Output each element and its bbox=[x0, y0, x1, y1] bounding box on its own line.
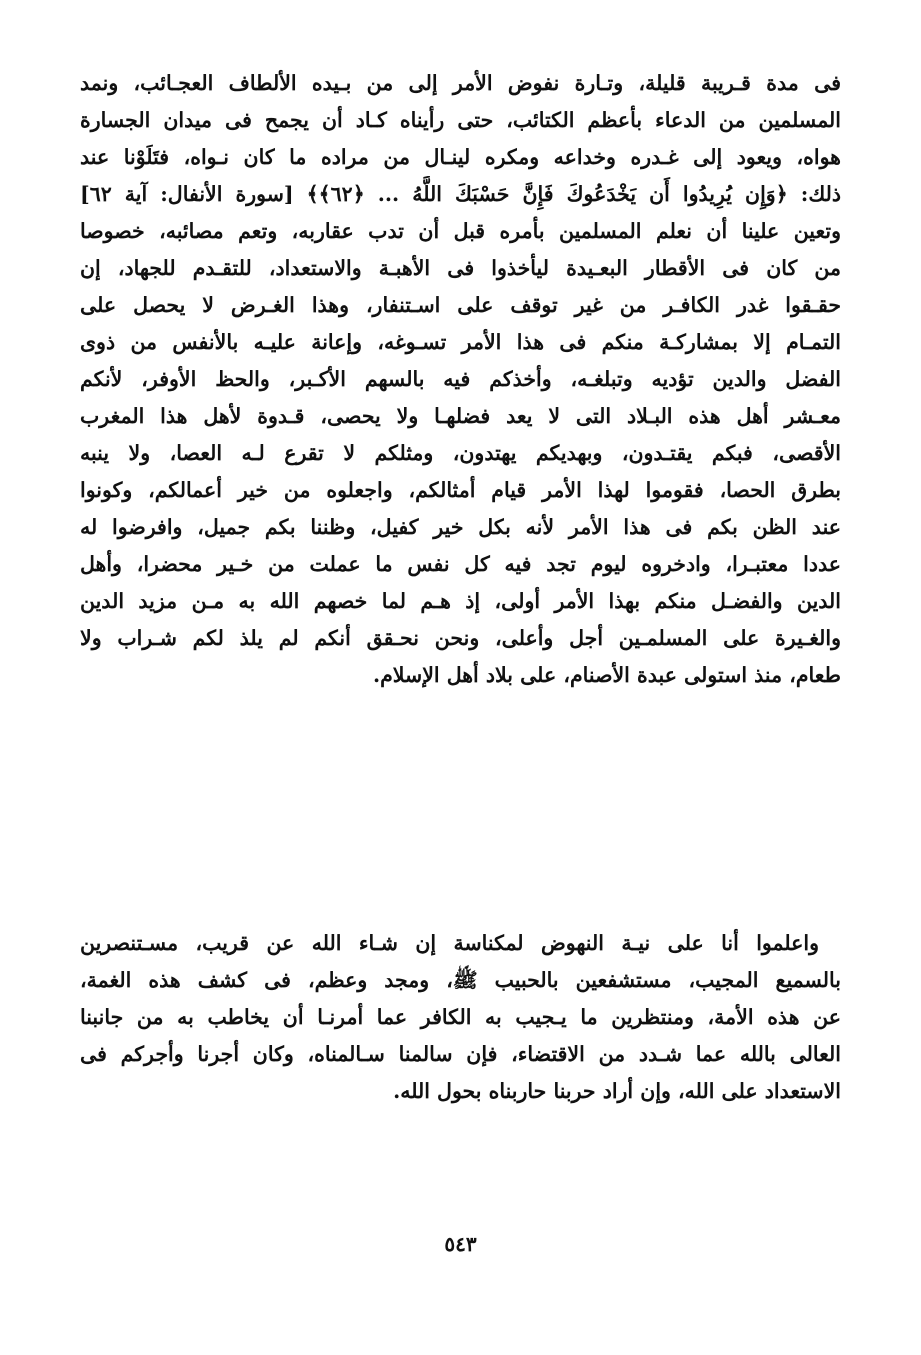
text-line: طعام، منذ استولى عبدة الأصنام، على بلاد أهل الإسلام. bbox=[372, 663, 841, 687]
text-line: من كان فى الأقطار البعـيدة ليأخذوا فى الأهبـة والاستعداد، للتقـدم للجهاد، إن bbox=[80, 256, 841, 280]
text-line: عن هذه الأمة، ومنتظرين ما يـجيب به الكافر عما أمرنـا أن يخاطب به من جانبنا bbox=[80, 1005, 841, 1029]
text-line: الدين والفضـل منكم بهذا الأمر أولى، إذ هـم لما خصهم الله به مـن مزيد الدين bbox=[80, 589, 841, 613]
text-line: عند الظن بكم فى هذا الأمر لأنه بكل خير كفيل، وظننا بكم جميل، وافرضوا له bbox=[80, 515, 841, 539]
text-line: العالى بالله عما شـدد من الاقتضاء، فإن سالمنا سـالمناه، وكان أجرنا وأجركم فى bbox=[80, 1042, 841, 1066]
text-line: الأقصى، فبكم يقتـدون، وبهديكم يهتدون، ومثلكم لا تقرع لـه العصا، ولا ينبه bbox=[80, 441, 841, 465]
text-line: والغـيرة على المسلمـين أجل وأعلى، ونحن نحـقق أنكم لم يلذ لكم شـراب ولا bbox=[80, 626, 841, 650]
paragraph-2 bbox=[80, 925, 841, 1145]
text-line: هواه، ويعود إلى غـدره وخداعه ومكره لينـال من مراده ما كان نـواه، فتَلَوْنا عند bbox=[80, 145, 841, 169]
paragraph-1 bbox=[80, 65, 841, 685]
text-line: وتعين علينا أن نعلم المسلمين بأمره قبل أن تدب عقاربه، وتعم مصائبه، خصوصا bbox=[80, 219, 841, 243]
quran-verse-line: ذلك: ﴿وَإِن يُرِيدُوا أَن يَخْدَعُوكَ فَإِنَّ حَسْبَكَ اللَّهُ ... ﴿٦٢﴾﴾ [سورة الأنفال: آية ٦٢] bbox=[80, 182, 841, 206]
text-line: معـشر أهل هذه البـلاد التى لا يعد فضلهـا ولا يحصى، قـدوة لأهل هذا المغرب bbox=[80, 404, 841, 428]
text-line: فى مدة قـريبة قليلة، وتـارة نفوض الأمر إلى من بـيده الألطاف العجـائب، ونمد bbox=[80, 71, 841, 95]
text-line: بطرق الحصا، فقوموا لهذا الأمر قيام أمثالكم، واجعلوه من خير أعمالكم، وكونوا bbox=[80, 478, 841, 502]
text-line: التمـام إلا بمشاركـة منكم فى هذا الأمر تسـوغه، وإعانة عليـه بالأنفس من ذوى bbox=[80, 330, 841, 354]
text-line: الاستعداد على الله، وإن أراد حربنا حاربناه بحول الله. bbox=[393, 1079, 841, 1103]
text-line: المسلمين من الدعاء بأعظم الكتائب، حتى رأيناه كـاد أن يجمح فى ميدان الجسارة bbox=[80, 108, 841, 132]
text-line: واعلموا أنا على نيـة النهوض لمكناسة إن شـاء الله عن قريب، مسـتنصرين bbox=[80, 931, 819, 955]
page-number: ٥٤٣ bbox=[444, 1232, 477, 1256]
text-line: حقـقوا غدر الكافـر من غير توقف على اسـتنفار، وهذا الغـرض لا يحصل على bbox=[80, 293, 841, 317]
text-line: عددا معتبـرا، وادخروه ليوم تجد فيه كل نفس ما عملت من خـير محضرا، وأهل bbox=[80, 552, 841, 576]
text-line: الفضل والدين تؤديه وتبلغـه، وأخذكم فيه بالسهم الأكـبر، والحظ الأوفر، لأنكم bbox=[80, 367, 841, 391]
text-line: بالسميع المجيب، مستشفعين بالحبيب ﷺ، ومجد وعظم، فى كشف هذه الغمة، bbox=[80, 968, 841, 992]
